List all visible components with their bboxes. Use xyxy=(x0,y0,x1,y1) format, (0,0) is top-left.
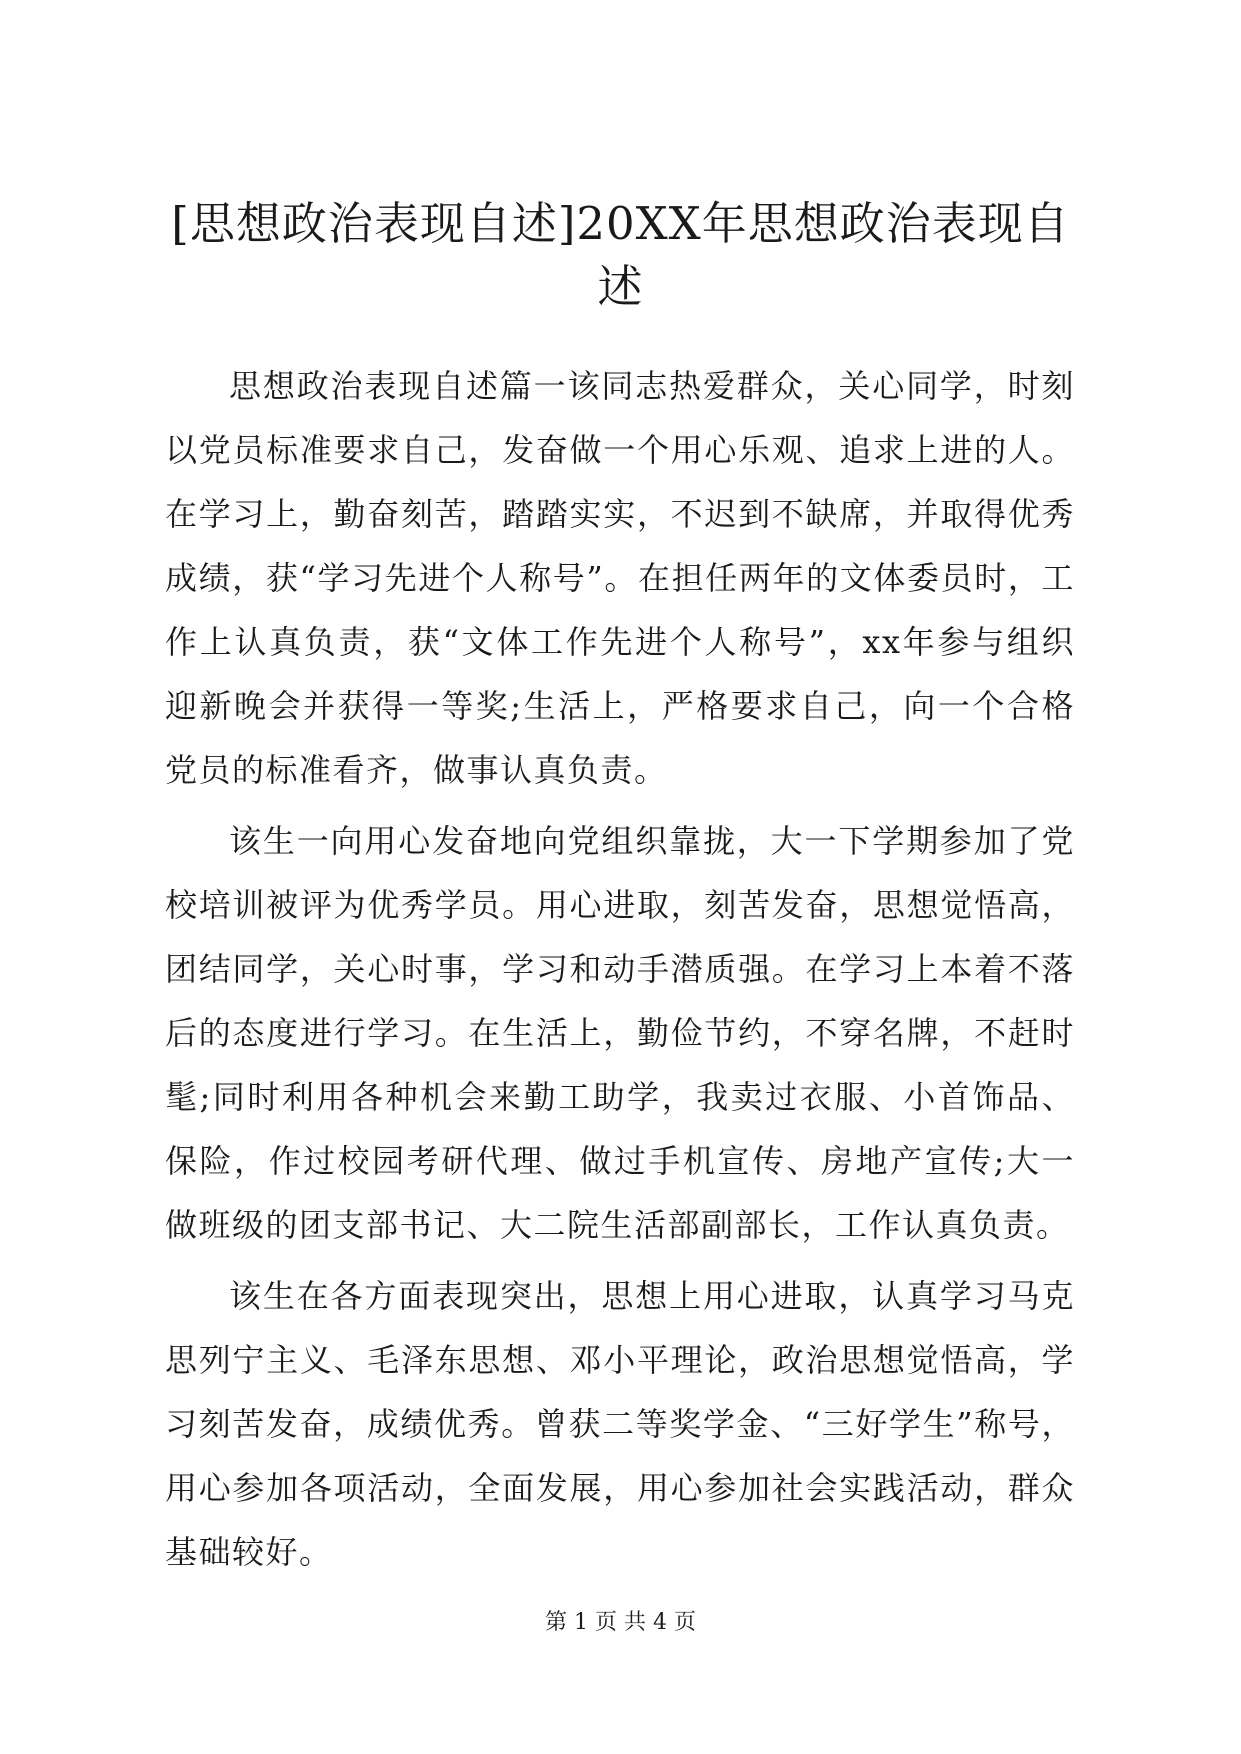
paragraph-3: 该生在各方面表现突出，思想上用心进取，认真学习马克思列宁主义、毛泽东思想、邓小平理论，政治思想觉悟高，学习刻苦发奋，成绩优秀。曾获二等奖学金、“三好学生”称号，用心参加各项活动，全面发展，用心参加社会实践活动，群众基础较好。 xyxy=(165,1277,1075,1571)
page-number-footer: 第 1 页 共 4 页 xyxy=(545,1610,696,1635)
document-body xyxy=(165,354,1075,1591)
paragraph-2: 该生一向用心发奋地向党组织靠拢，大一下学期参加了党校培训被评为优秀学员。用心进取，刻苦发奋，思想觉悟高，团结同学，关心时事，学习和动手潜质强。在学习上本着不落后的态度进行学习。在生活上，勤俭节约，不穿名牌，不赶时髦;同时利用各种机会来勤工助学，我卖过衣服、小首饰品、保险，作过校园考研代理、做过手机宣传、房地产宣传;大一做班级的团支部书记、大二院生活部副部长，工作认真负责。 xyxy=(165,822,1075,1244)
document-title: [思想政治表现自述]20XX年思想政治表现自述 xyxy=(171,197,1070,313)
paragraph-1: 思想政治表现自述篇一该同志热爱群众，关心同学，时刻以党员标准要求自己，发奋做一个用心乐观、追求上进的人。在学习上，勤奋刻苦，踏踏实实，不迟到不缺席，并取得优秀成绩，获“学习先进个人称号”。在担任两年的文体委员时，工作上认真负责，获“文体工作先进个人称号”，xx年参与组织迎新晚会并获得一等奖;生活上，严格要求自己，向一个合格党员的标准看齐，做事认真负责。 xyxy=(165,367,1075,789)
